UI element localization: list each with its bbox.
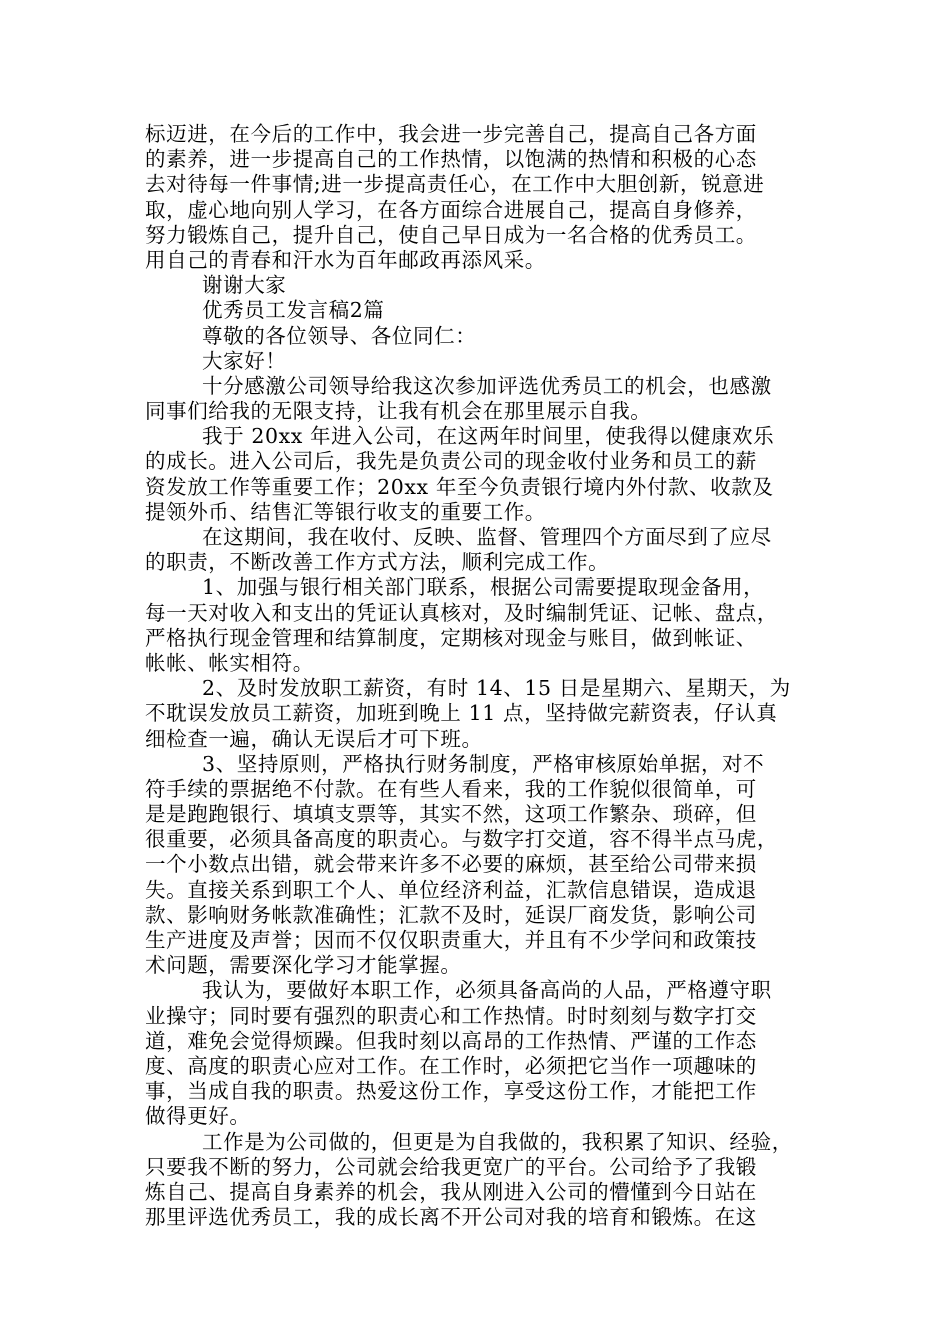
text-line: 只要我不断的努力，公司就会给我更宽广的平台。公司给予了我锻 <box>145 1154 757 1179</box>
text-line: 严格执行现金管理和结算制度，定期核对现金与账目，做到帐证、 <box>145 625 757 650</box>
text-line: 的职责，不断改善工作方式方法，顺利完成工作。 <box>145 550 610 575</box>
text-line: 炼自己、提高自身素养的机会，我从刚进入公司的懵懂到今日站在 <box>145 1179 757 1204</box>
text-line: 尊敬的各位领导、各位同仁： <box>202 323 477 348</box>
text-line: 取，虚心地向别人学习，在各方面综合进展自己，提高自身修养， <box>145 197 757 222</box>
text-line: 业操守；同时要有强烈的职责心和工作热情。时时刻刻与数字打交 <box>145 1003 757 1028</box>
text-line: 用自己的青春和汗水为百年邮政再添风采。 <box>145 247 546 272</box>
text-line: 3、坚持原则，严格执行财务制度，严格审核原始单据，对不 <box>202 751 765 776</box>
document-body <box>145 122 825 1230</box>
text-line: 不耽误发放员工薪资，加班到晚上 11 点，坚持做完薪资表，仔认真 <box>145 701 778 726</box>
text-line: 的素养，进一步提高自己的工作热情，以饱满的热情和积极的心态 <box>145 147 757 172</box>
text-line: 去对待每一件事情;进一步提高责任心，在工作中大胆创新，锐意进 <box>145 172 765 197</box>
text-line: 优秀员工发言稿2篇 <box>202 298 385 323</box>
text-line: 那里评选优秀员工，我的成长离不开公司对我的培育和锻炼。在这 <box>145 1205 757 1230</box>
text-line: 提领外币、结售汇等银行收支的重要工作。 <box>145 499 546 524</box>
text-line: 失。直接关系到职工个人、单位经济利益，汇款信息错误，造成退 <box>145 877 757 902</box>
text-line: 努力锻炼自己，提升自己，使自己早日成为一名合格的优秀员工。 <box>145 222 757 247</box>
text-line: 款、影响财务帐款准确性；汇款不及时，延误厂商发货，影响公司 <box>145 902 757 927</box>
text-line: 事，当成自我的职责。热爱这份工作，享受这份工作，才能把工作 <box>145 1079 757 1104</box>
text-line: 资发放工作等重要工作；20xx 年至今负责银行境内外付款、收款及 <box>145 474 774 499</box>
text-line: 度、高度的职责心应对工作。在工作时，必须把它当作一项趣味的 <box>145 1053 757 1078</box>
text-line: 工作是为公司做的，但更是为自我做的，我积累了知识、经验， <box>202 1129 793 1154</box>
text-line: 大家好！ <box>202 348 287 373</box>
text-line: 道，难免会觉得烦躁。但我时刻以高昂的工作热情、严谨的工作态 <box>145 1028 757 1053</box>
text-line: 一个小数点出错，就会带来许多不必要的麻烦，甚至给公司带来损 <box>145 852 757 877</box>
text-line: 同事们给我的无限支持，让我有机会在那里展示自我。 <box>145 399 652 424</box>
text-line: 生产进度及声誉；因而不仅仅职责重大，并且有不少学问和政策技 <box>145 928 757 952</box>
text-line: 我于 20xx 年进入公司，在这两年时间里，使我得以健康欢乐 <box>202 424 775 449</box>
text-line: 细检查一遍，确认无误后才可下班。 <box>145 726 483 751</box>
text-line: 1、加强与银行相关部门联系，根据公司需要提取现金备用， <box>202 575 765 600</box>
text-line: 很重要，必须具备高度的职责心。与数字打交道，容不得半点马虎， <box>145 827 778 852</box>
text-line: 每一天对收入和支出的凭证认真核对，及时编制凭证、记帐、盘点， <box>145 600 778 625</box>
text-line: 的成长。进入公司后，我先是负责公司的现金收付业务和员工的薪 <box>145 449 757 474</box>
text-line: 帐帐、帐实相符。 <box>145 650 314 675</box>
text-line: 符手续的票据绝不付款。在有些人看来，我的工作貌似很简单，可 <box>145 776 757 801</box>
text-line: 标迈进，在今后的工作中，我会进一步完善自己，提高自己各方面 <box>145 122 757 146</box>
text-line: 做得更好。 <box>145 1104 251 1129</box>
text-line: 在这期间，我在收付、反映、监督、管理四个方面尽到了应尽 <box>202 525 772 549</box>
text-line: 2、及时发放职工薪资，有时 14、15 日是星期六、星期天，为 <box>202 676 791 701</box>
text-line: 是是跑跑银行、填填支票等，其实不然，这项工作繁杂、琐碎，但 <box>145 802 757 827</box>
text-line: 我认为，要做好本职工作，必须具备高尚的人品，严格遵守职 <box>202 978 772 1003</box>
text-line: 谢谢大家 <box>202 273 287 298</box>
text-line: 术问题，需要深化学习才能掌握。 <box>145 953 462 978</box>
text-line: 十分感激公司领导给我这次参加评选优秀员工的机会，也感激 <box>202 373 772 398</box>
